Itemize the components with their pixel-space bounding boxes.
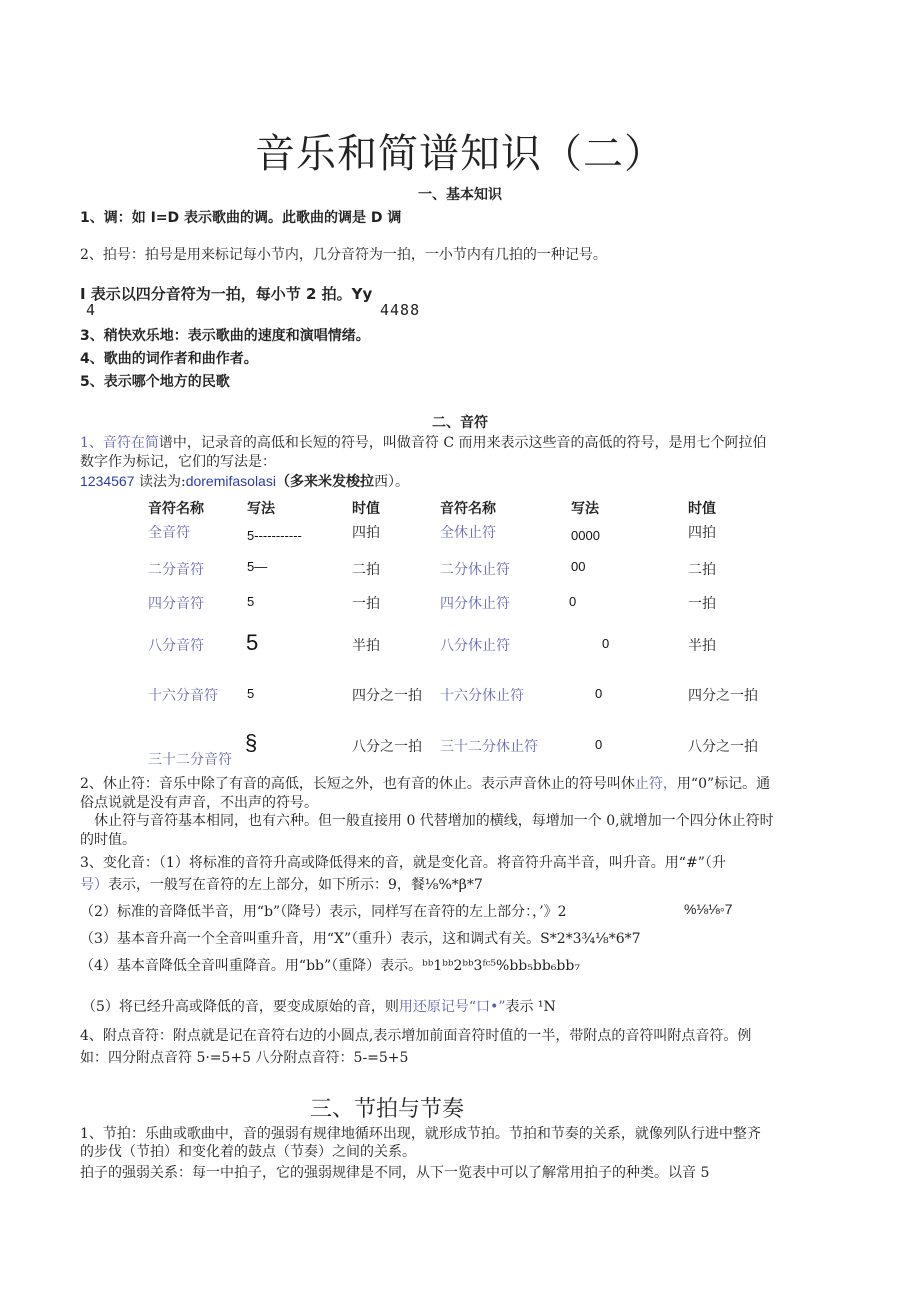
table-row-0-rest-value: 四拍	[688, 525, 716, 541]
solfege-end: 西）。	[373, 474, 409, 490]
table-header-write1: 写法	[247, 501, 275, 517]
page-title: 音乐和简谱知识（二）	[255, 131, 665, 177]
section1-time-sig-denominator: 4	[86, 301, 96, 319]
accidental-line2	[80, 874, 483, 894]
section2-heading: 二、音符	[432, 415, 488, 431]
section3-heading: 三、节拍与节奏	[310, 1097, 465, 1122]
rest-para-line4: 的时值。	[80, 832, 136, 848]
accidental-line6-link: 用还原记号“口•”	[398, 999, 506, 1015]
table-row-5-note-name: 三十二分音符	[148, 752, 232, 768]
table-row-0-rest-name: 全休止符	[440, 525, 496, 541]
accidental-line6-a: （5）将已经升高或降低的音，要变成原始的音，则	[82, 999, 399, 1015]
dotted-line1: 4、附点音符：附点就是记在音符右边的小圆点,表示增加前面音符时值的一半，带附点的音符叫附点音符。例	[80, 1028, 752, 1044]
table-row-5-rest-value: 八分之一拍	[688, 739, 758, 755]
table-row-3-rest-write: 0	[602, 636, 610, 651]
section1-line-folk: 5、表示哪个地方的民歌	[80, 374, 230, 390]
table-row-4-rest-name: 十六分休止符	[440, 688, 524, 704]
section3-line1: 1、节拍：乐曲或歌曲中，音的强弱有规律地循环出现，就形成节拍。节拍和节奏的关系，就像列队行进中整齐	[80, 1126, 761, 1142]
section2-para1-link: 音符在简	[102, 435, 159, 451]
table-row-3-rest-name: 八分休止符	[440, 638, 510, 654]
accidental-line6	[82, 996, 556, 1016]
section3-line2: 的步伐（节拍）和变化着的鼓点（节奏）之间的关系。	[80, 1144, 416, 1160]
table-row-1-note-value: 二拍	[352, 562, 380, 578]
section2-para1-line1	[80, 432, 767, 452]
accidental-line4: （3）基本音升高一个全音叫重升音，用“X”（重升）表示，这和调式有关。S*2*3¾⅛*6*7	[80, 931, 641, 947]
table-row-1-note-name: 二分音符	[148, 562, 204, 578]
section2-para1-prefix: 1、	[80, 435, 103, 451]
table-row-4-note-write: 5	[247, 686, 255, 701]
rest-para-line2: 俗点说就是没有声音，不出声的符号。	[80, 795, 318, 811]
table-row-1-rest-value: 二拍	[688, 562, 716, 578]
table-row-2-note-name: 四分音符	[148, 596, 204, 612]
rest-para-line1-link: 止符，	[634, 776, 677, 792]
table-row-1-rest-name: 二分休止符	[440, 562, 510, 578]
table-row-2-note-write: 5	[247, 594, 255, 609]
table-row-3-note-name: 八分音符	[148, 638, 204, 654]
table-row-2-rest-write: 0	[569, 594, 577, 609]
section1-line-key: 1、调：如 I=D 表示歌曲的调。此歌曲的调是 D 调	[80, 210, 402, 226]
accidental-line5: （4）基本音降低全音叫重降音。用“bb”（重降）表示。ᵇᵇ1ᵇᵇ2ᵇᵇ3ᶠᶜ⁵%bb₅bb₆bb₇	[80, 958, 580, 974]
table-header-name2: 音符名称	[440, 501, 496, 517]
table-row-3-note-value: 半拍	[352, 638, 380, 654]
table-row-2-rest-name: 四分休止符	[440, 596, 510, 612]
section1-heading: 一、基本知识	[418, 187, 502, 203]
accidental-line1: 3、变化音：（1）将标准的音符升高或降低得来的音，就是变化音。将音符升高半音，叫升音。用“#”（升	[80, 855, 726, 871]
table-row-1-rest-write: 00	[571, 559, 586, 574]
solfege-chinese: （多来米发梭拉	[275, 474, 374, 490]
section1-line-tempo: 3、稍快欢乐地：表示歌曲的速度和演唱情绪。	[80, 328, 370, 344]
table-row-1-note-write: 5—	[247, 559, 268, 574]
table-row-0-note-name: 全音符	[148, 525, 190, 541]
table-row-5-note-write: §	[245, 730, 258, 755]
section1-line-meter: 2、拍号：拍号是用来标记每小节内，几分音符为一拍，一小节内有几拍的一种记号。	[80, 247, 607, 263]
table-row-4-note-name: 十六分音符	[148, 688, 218, 704]
solfege-digits: 1234567	[80, 473, 135, 489]
table-row-2-rest-value: 一拍	[688, 596, 716, 612]
table-header-value1: 时值	[352, 501, 380, 517]
accidental-line3-symbols: %⅛⅛◦7	[684, 901, 733, 917]
table-row-5-note-value: 八分之一拍	[352, 739, 422, 755]
table-row-0-rest-write: 0000	[571, 528, 600, 543]
section1-time-sig-notes: 4488	[380, 301, 421, 319]
section2-para2	[80, 471, 409, 491]
table-row-3-note-write: 5	[246, 630, 259, 655]
rest-para-line1	[80, 773, 770, 793]
solfege-syllables: doremifasolasi	[185, 473, 276, 489]
table-header-write2: 写法	[571, 501, 599, 517]
rest-para-line1-b: 用“0”标记。通	[676, 776, 771, 792]
table-row-5-rest-write: 0	[595, 737, 603, 752]
rest-para-line1-a: 2、休止符：音乐中除了有音的高低，长短之外，也有音的休止。表示声音休止的符号叫休	[80, 776, 635, 792]
section1-line-time-sig: I 表示以四分音符为一拍，每小节 2 拍。Yy	[80, 285, 373, 303]
table-header-value2: 时值	[688, 501, 716, 517]
table-row-4-note-value: 四分之一拍	[352, 688, 422, 704]
table-header-name1: 音符名称	[148, 501, 204, 517]
table-row-5-rest-name: 三十二分休止符	[440, 739, 538, 755]
dotted-line2: 如：四分附点音符 5·=5+5 八分附点音符：5-=5+5	[80, 1050, 409, 1066]
accidental-line6-b: 表示 ¹N	[505, 999, 556, 1015]
table-row-3-rest-value: 半拍	[688, 638, 716, 654]
section2-para1-line2: 数字作为标记，它们的写法是：	[80, 454, 276, 470]
table-row-4-rest-value: 四分之一拍	[688, 688, 758, 704]
accidental-line2-a: 号）	[80, 877, 108, 893]
table-row-4-rest-write: 0	[595, 686, 603, 701]
table-row-0-note-value: 四拍	[352, 525, 380, 541]
accidental-line3: （2）标准的音降低半音，用“b”（降号）表示，同样写在音符的左上部分：，’》2	[80, 904, 567, 920]
rest-para-line3: 休止符与音符基本相同，也有六种。但一般直接用 0 代替增加的横线，每增加一个 0,就增加一个四分休止符时	[94, 813, 774, 829]
solfege-reading-label: 读法为:	[134, 474, 186, 490]
section2-para1-rest: 谱中，记录音的高低和长短的符号，叫做音符 C 而用来表示这些音的高低的符号，是用七个阿拉伯	[158, 435, 767, 451]
accidental-line2-b: 表示，一般写在音符的左上部分，如下所示：9，餐⅛%*β*7	[108, 877, 483, 893]
section3-line3: 拍子的强弱关系：每一中拍子，它的强弱规律是不同，从下一览表中可以了解常用拍子的种类。以音 5	[80, 1165, 710, 1181]
table-row-0-note-write: 5-----------	[247, 528, 302, 543]
table-row-2-note-value: 一拍	[352, 596, 380, 612]
section1-line-authors: 4、歌曲的词作者和曲作者。	[80, 351, 258, 367]
